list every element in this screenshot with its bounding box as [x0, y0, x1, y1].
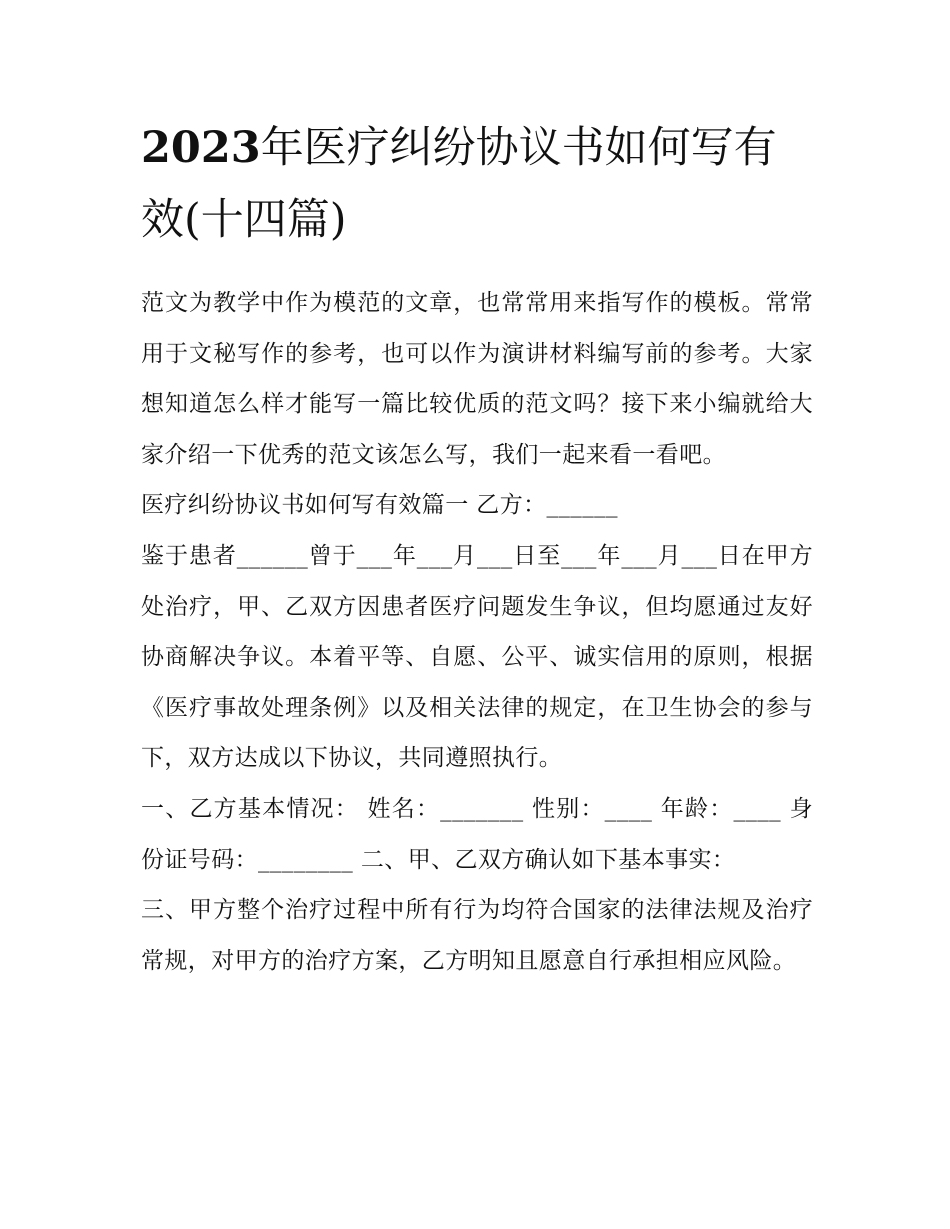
paragraph-whereas: 鉴于患者______曾于___年___月___日至___年___月___日在甲方处治疗，甲、乙双方因患者医疗问题发生争议，但均愿通过友好协商解决争议。本着平等、自愿、公平、诚实信用的原则，根据《医疗事故处理条例》以及相关法律的规定，在卫生协会的参与下，双方达成以下协议，共同遵照执行。	[141, 542, 813, 772]
paragraph-section-one-header: 医疗纠纷协议书如何写有效篇一 乙方：______	[141, 492, 618, 519]
paragraph-clause-three: 三、甲方整个治疗过程中所有行为均符合国家的法律法规及治疗常规，对甲方的治疗方案，乙方明知且愿意自行承担相应风险。	[141, 897, 813, 974]
paragraph-intro: 范文为教学中作为模范的文章，也常常用来指写作的模板。常常用于文秘写作的参考，也可以作为演讲材料编写前的参考。大家想知道怎么样才能写一篇比较优质的范文吗？接下来小编就给大家介绍一下优秀的范文该怎么写，我们一起来看一看吧。	[141, 290, 813, 468]
document-body	[141, 278, 813, 986]
title-year: 2023	[141, 123, 261, 173]
paragraph-party-info: 一、乙方基本情况： 姓名：_______ 性别：____ 年龄：____ 身份证号码：________ 二、甲、乙双方确认如下基本事实：	[141, 795, 813, 873]
document-page	[141, 112, 813, 986]
document-title	[141, 112, 813, 256]
title-text: 年医疗纠纷协议书如何写有效(十四篇)	[141, 123, 777, 245]
